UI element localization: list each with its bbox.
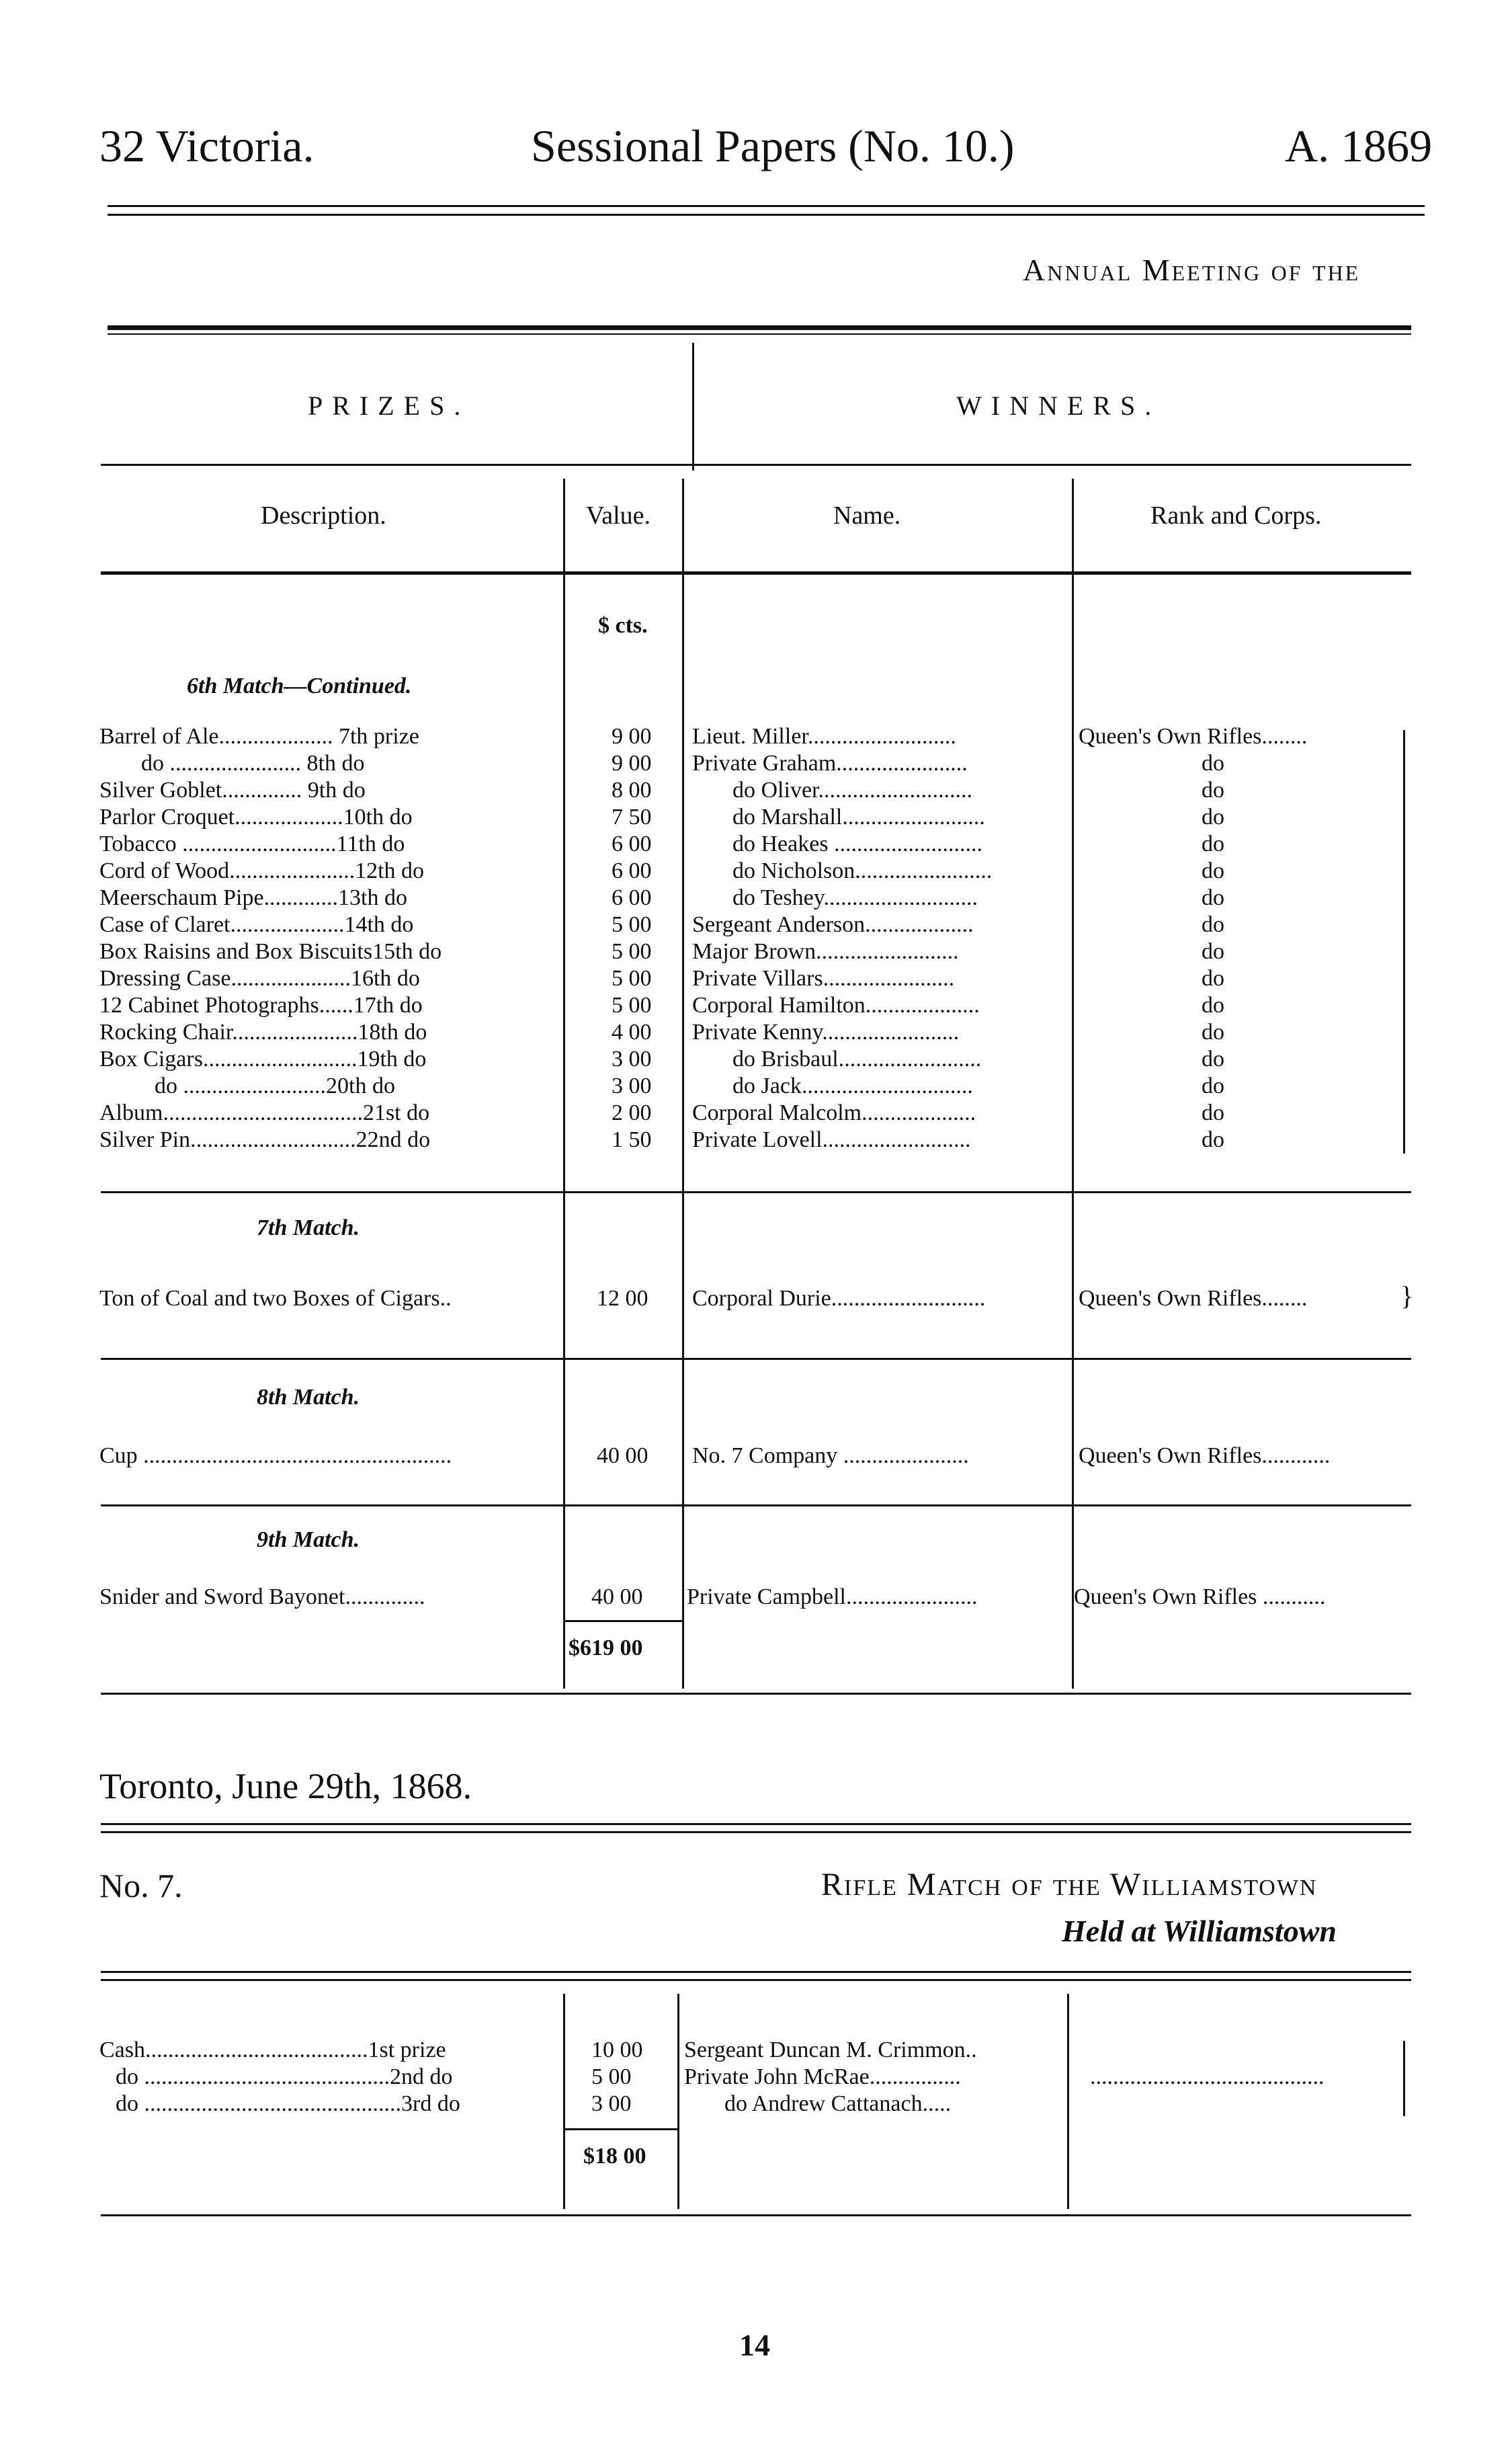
s2-row-1-desc: Cash.......................................1st prize	[99, 2038, 446, 2062]
col-description: Description.	[261, 501, 386, 530]
s2-row-1-value: 10 00	[591, 2038, 643, 2062]
match9-name: Private Campbell.......................	[687, 1584, 978, 1609]
match6-row-1-name: Lieut. Miller..........................	[692, 724, 956, 749]
header-center: Sessional Papers (No. 10.)	[531, 120, 1015, 171]
section2-rule-4	[101, 1979, 1411, 1981]
match9-value: 40 00	[591, 1584, 643, 1609]
match6-row-7-rank: do	[1202, 885, 1224, 910]
match6-row-5-value: 6 00	[612, 832, 652, 856]
rank-brace-bar	[1403, 730, 1405, 1154]
match6-row-9-value: 5 00	[612, 939, 652, 964]
match8-desc: Cup ......................................................	[99, 1443, 452, 1468]
match9-heading: 9th Match.	[257, 1527, 360, 1552]
match6-row-13-name: do Brisbaul.........................	[732, 1047, 982, 1072]
match6-row-15-desc: Album...................................21st do	[99, 1100, 430, 1125]
group-winners: WINNERS.	[956, 391, 1161, 421]
match6-row-14-rank: do	[1202, 1074, 1224, 1098]
col-name: Name.	[833, 501, 901, 530]
header-right: A. 1869	[1285, 120, 1433, 171]
s2-row-2-name: Private John McRae................	[684, 2064, 961, 2089]
match6-row-10-value: 5 00	[612, 966, 652, 991]
match6-row-8-desc: Case of Claret....................14th do	[99, 912, 414, 937]
total-rule	[564, 1620, 683, 1622]
match6-row-11-name: Corporal Hamilton....................	[692, 993, 980, 1018]
match6-row-2-rank: do	[1202, 751, 1224, 776]
match6-row-8-rank: do	[1202, 912, 1224, 937]
match6-row-1-value: 9 00	[612, 724, 652, 749]
match8-rank: Queen's Own Rifles............	[1079, 1443, 1331, 1468]
section-title: Annual Meeting of the	[1023, 253, 1361, 287]
table1-total: $619 00	[569, 1636, 643, 1660]
section2-rule-1	[101, 1823, 1411, 1825]
s2-row-1-name: Sergeant Duncan M. Crimmon..	[684, 2038, 977, 2062]
col-rule-name	[682, 479, 684, 1689]
match6-row-9-rank: do	[1202, 939, 1224, 964]
currency-units: $ cts.	[598, 613, 648, 638]
match6-row-1-desc: Barrel of Ale.................... 7th prize	[99, 724, 419, 749]
match6-heading: 6th Match—Continued.	[187, 674, 412, 698]
match6-row-6-rank: do	[1202, 858, 1224, 883]
page-number: 14	[739, 2328, 770, 2362]
section2-subtitle: Held at Williamstown	[1062, 1914, 1337, 1948]
s2-row-2-desc: do ...........................................2nd do	[116, 2064, 453, 2089]
group-prizes: PRIZES.	[308, 391, 470, 421]
match6-row-9-desc: Box Raisins and Box Biscuits15th do	[99, 939, 442, 964]
table1-top-rule	[108, 325, 1411, 330]
section2-title: Rifle Match of the Williamstown	[821, 1867, 1318, 1902]
match7-name: Corporal Durie...........................	[692, 1286, 986, 1311]
match6-row-2-name: Private Graham.......................	[692, 751, 968, 776]
match6-row-7-name: do Teshey...........................	[732, 885, 978, 910]
s2-col-rule-value	[563, 1994, 565, 2209]
header-rule-1	[108, 205, 1425, 207]
match6-row-1-rank: Queen's Own Rifles........	[1079, 724, 1308, 749]
s2-col-rule-name	[677, 1994, 679, 2209]
column-header-rule	[101, 571, 1411, 575]
match6-row-13-desc: Box Cigars...........................19th do	[99, 1047, 427, 1072]
match6-row-4-value: 7 50	[612, 805, 652, 830]
match6-row-3-desc: Silver Goblet.............. 9th do	[99, 778, 366, 803]
s2-row-3-value: 3 00	[591, 2091, 632, 2116]
group-rule	[101, 464, 1411, 466]
match6-row-12-rank: do	[1202, 1020, 1224, 1045]
match6-row-16-name: Private Lovell..........................	[692, 1127, 971, 1152]
section2-rule-3	[101, 1971, 1411, 1973]
match6-row-12-desc: Rocking Chair......................18th do	[99, 1020, 427, 1045]
table1-bottom-rule	[101, 1693, 1411, 1695]
col-value: Value.	[586, 501, 651, 530]
s2-brace-bar	[1403, 2041, 1405, 2116]
s2-row-2-value: 5 00	[591, 2064, 632, 2089]
match6-row-11-value: 5 00	[612, 993, 652, 1018]
match6-row-15-rank: do	[1202, 1100, 1224, 1125]
match6-row-14-desc: do .........................20th do	[155, 1074, 395, 1098]
match6-row-14-name: do Jack..............................	[732, 1074, 973, 1098]
table1-divider-prizes-winners	[692, 343, 694, 471]
match6-row-12-name: Private Kenny........................	[692, 1020, 960, 1045]
s2-rank-dots: .........................................	[1090, 2064, 1325, 2089]
s2-bottom-rule	[101, 2214, 1411, 2216]
match6-row-15-name: Corporal Malcolm....................	[692, 1100, 976, 1125]
match6-row-13-value: 3 00	[612, 1047, 652, 1072]
place-date: Toronto, June 29th, 1868.	[99, 1766, 472, 1806]
match6-row-8-value: 5 00	[612, 912, 652, 937]
match7-desc: Ton of Coal and two Boxes of Cigars..	[99, 1286, 452, 1311]
match6-row-5-desc: Tobacco ...........................11th do	[99, 832, 405, 856]
col-rule-rank	[1072, 479, 1074, 1689]
match6-row-6-desc: Cord of Wood......................12th do	[99, 858, 425, 883]
match7-value: 12 00	[597, 1286, 648, 1311]
s2-row-3-name: do Andrew Cattanach.....	[724, 2091, 952, 2116]
match6-row-3-name: do Oliver...........................	[732, 778, 972, 803]
match6-row-4-desc: Parlor Croquet...................10th do	[99, 805, 413, 830]
match6-row-14-value: 3 00	[612, 1074, 652, 1098]
match6-row-10-desc: Dressing Case.....................16th do	[99, 966, 420, 991]
match8-name: No. 7 Company ......................	[692, 1443, 969, 1468]
match6-row-10-name: Private Villars.......................	[692, 966, 955, 991]
match6-row-8-name: Sergeant Anderson...................	[692, 912, 974, 937]
s2-row-3-desc: do .............................................3rd do	[116, 2091, 460, 2116]
match6-row-2-desc: do ....................... 8th do	[141, 751, 365, 776]
match8-heading: 8th Match.	[257, 1385, 360, 1410]
match6-row-3-value: 8 00	[612, 778, 652, 803]
match8-end-rule	[101, 1504, 1411, 1506]
match8-value: 40 00	[597, 1443, 648, 1468]
match6-row-10-rank: do	[1202, 966, 1224, 991]
match6-row-6-value: 6 00	[612, 858, 652, 883]
match6-row-13-rank: do	[1202, 1047, 1224, 1072]
match9-desc: Snider and Sword Bayonet..............	[99, 1584, 425, 1609]
match6-row-7-value: 6 00	[612, 885, 652, 910]
match7-brace: }	[1400, 1281, 1414, 1311]
match6-row-7-desc: Meerschaum Pipe.............13th do	[99, 885, 407, 910]
match6-row-15-value: 2 00	[612, 1100, 652, 1125]
section2-number: No. 7.	[99, 1867, 183, 1904]
match9-rank: Queen's Own Rifles ...........	[1074, 1584, 1326, 1609]
match6-row-12-value: 4 00	[612, 1020, 652, 1045]
match6-row-5-name: do Heakes ..........................	[732, 832, 983, 856]
table1-top-rule-thin	[108, 333, 1411, 335]
match6-row-2-value: 9 00	[612, 751, 652, 776]
s2-total-rule	[564, 2128, 679, 2130]
col-rank: Rank and Corps.	[1150, 501, 1322, 530]
match6-row-16-desc: Silver Pin.............................22nd do	[99, 1127, 431, 1152]
col-rule-value	[563, 479, 565, 1689]
section2-rule-2	[101, 1831, 1411, 1833]
match6-row-5-rank: do	[1202, 832, 1224, 856]
header-rule-2	[108, 214, 1425, 216]
s2-col-rule-rank	[1067, 1994, 1069, 2209]
header-left: 32 Victoria.	[99, 120, 314, 171]
match6-row-4-rank: do	[1202, 805, 1224, 830]
match6-row-11-rank: do	[1202, 993, 1224, 1018]
match7-heading: 7th Match.	[257, 1215, 360, 1240]
match6-row-9-name: Major Brown.........................	[692, 939, 959, 964]
match6-row-11-desc: 12 Cabinet Photographs......17th do	[99, 993, 423, 1018]
match7-end-rule	[101, 1358, 1411, 1360]
match6-row-4-name: do Marshall.........................	[732, 805, 985, 830]
match6-end-rule	[101, 1191, 1411, 1193]
match6-row-16-rank: do	[1202, 1127, 1224, 1152]
match6-row-3-rank: do	[1202, 778, 1224, 803]
s2-total: $18 00	[583, 2144, 646, 2169]
match7-rank: Queen's Own Rifles........	[1079, 1286, 1308, 1311]
match6-row-6-name: do Nicholson........................	[732, 858, 993, 883]
match6-row-16-value: 1 50	[612, 1127, 652, 1152]
